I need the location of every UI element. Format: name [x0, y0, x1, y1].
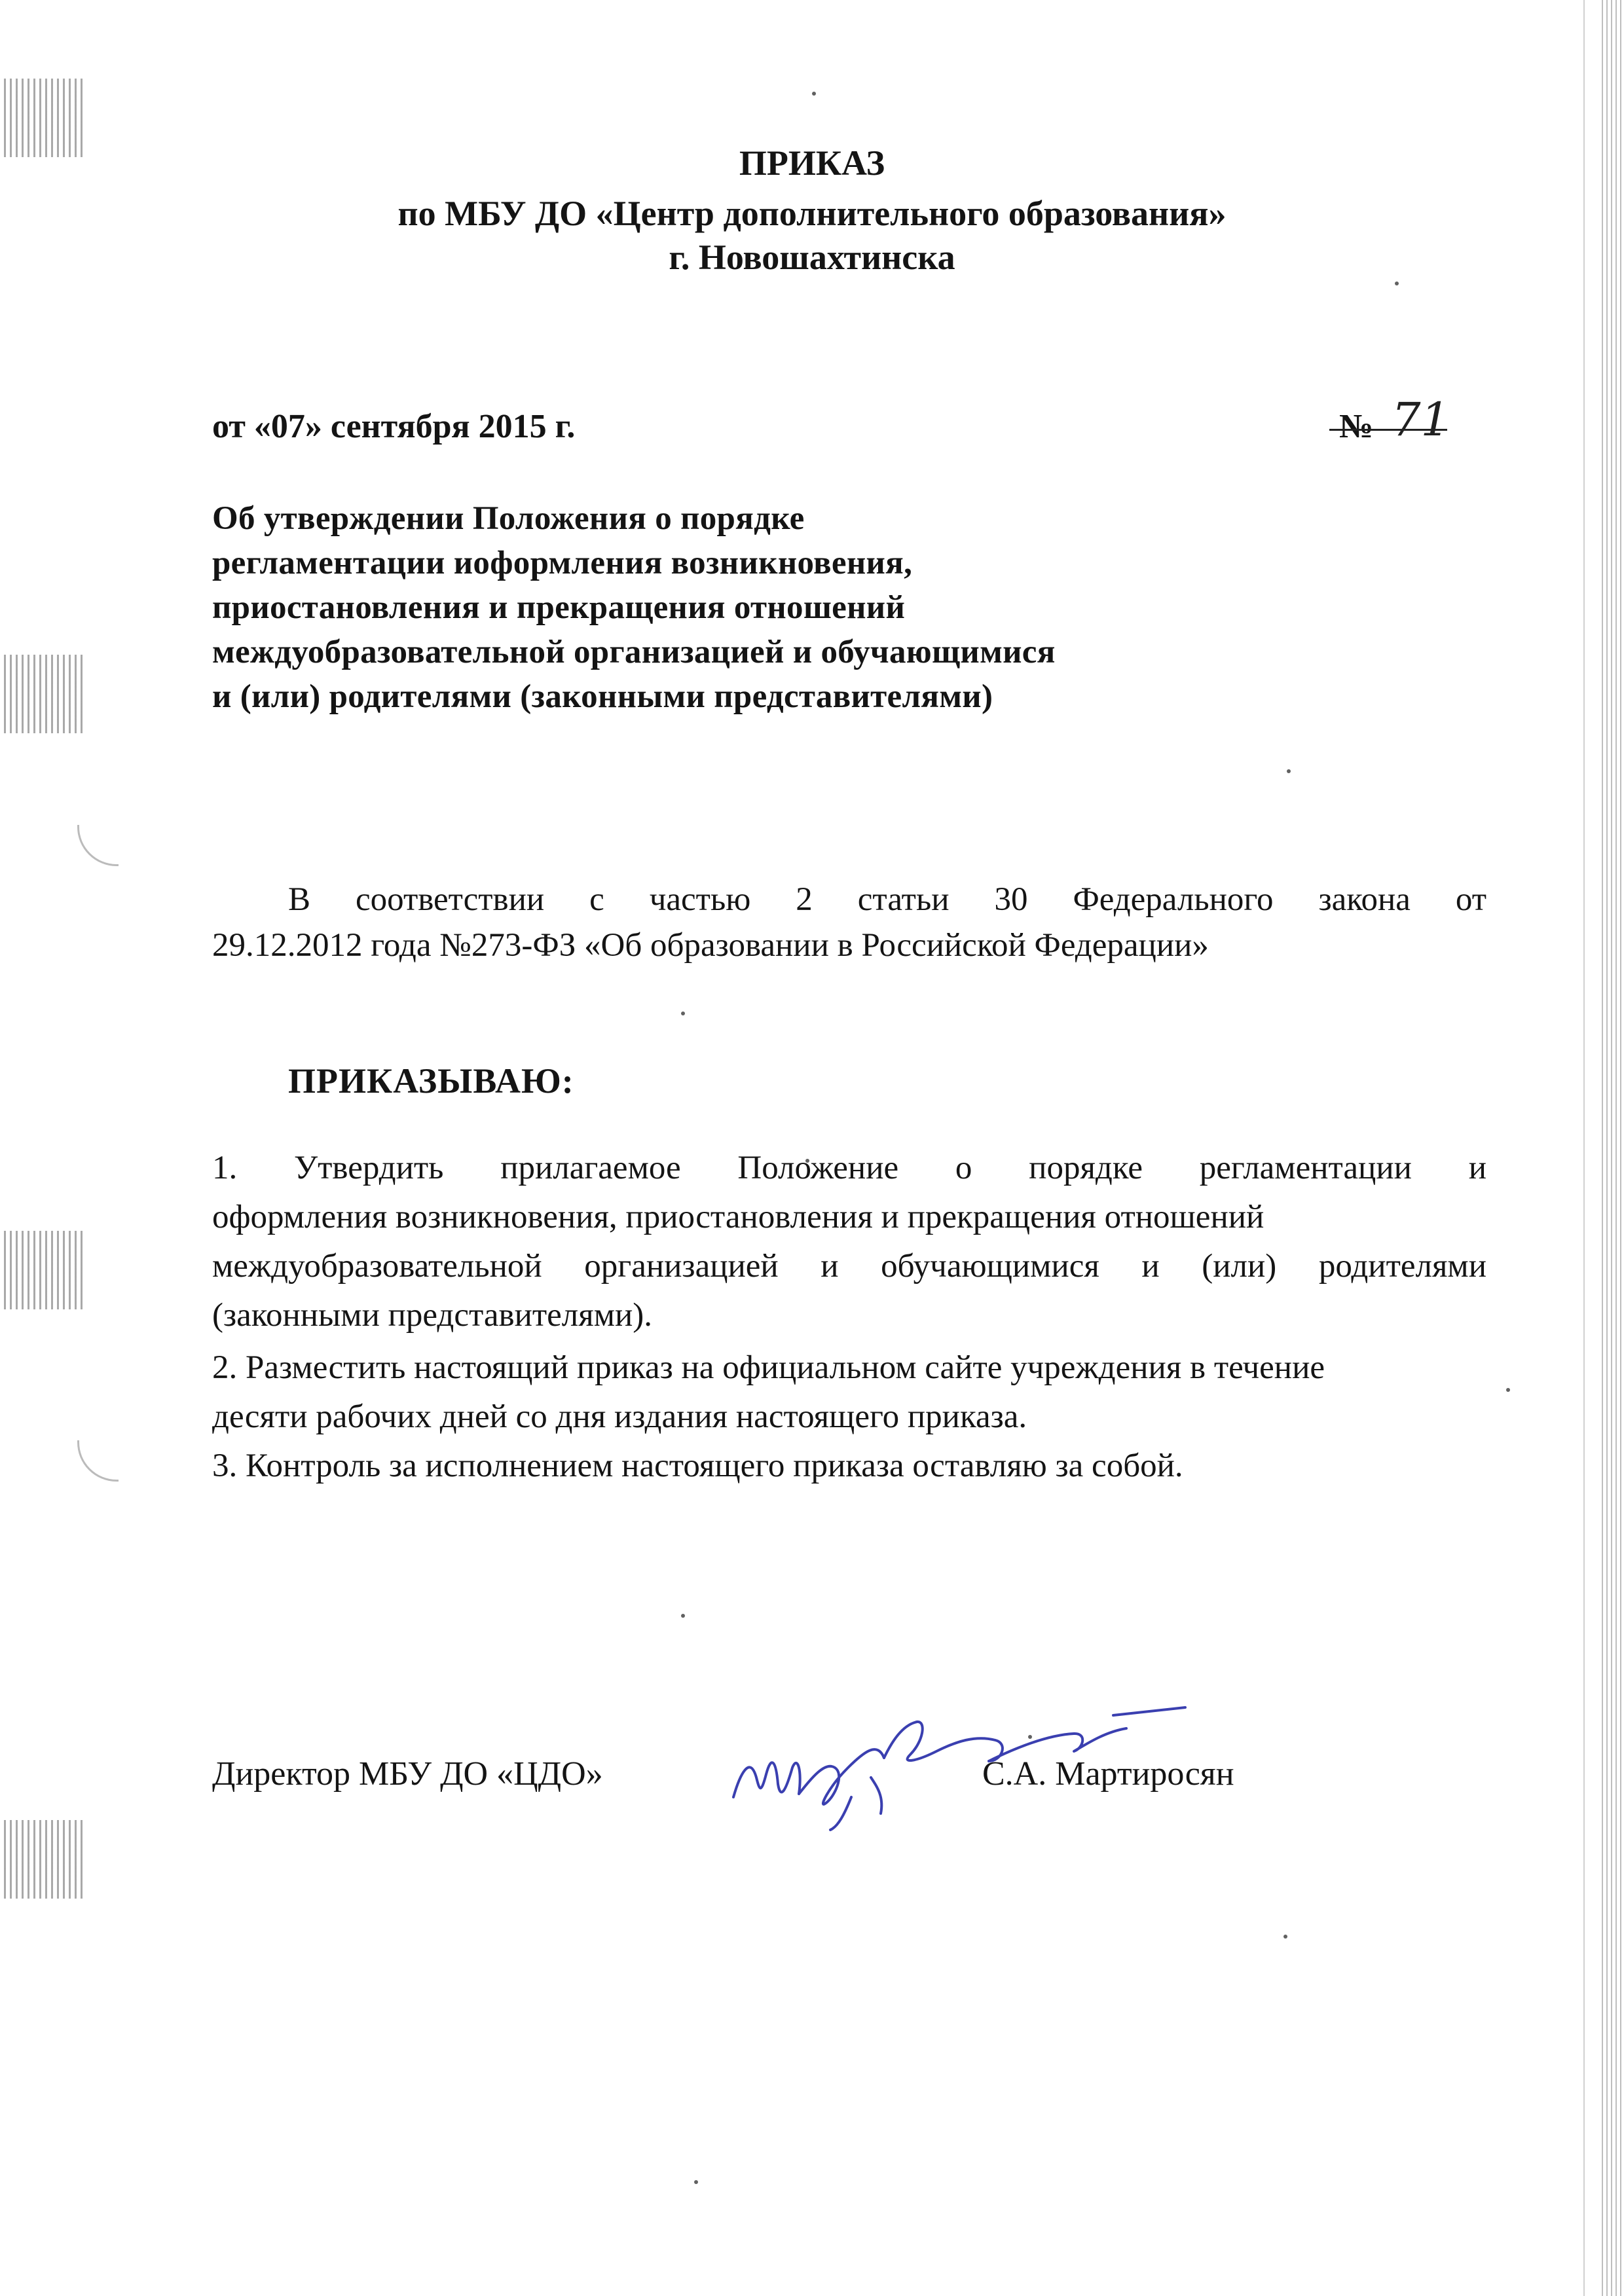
- order-word: ПРИКАЗЫВАЮ:: [288, 1061, 574, 1101]
- item-1-line-4: (законными представителями).: [212, 1297, 653, 1334]
- order-date: от «07» сентября 2015 г.: [212, 408, 576, 445]
- punch-hole-shadow: [77, 825, 119, 866]
- binder-mark: [4, 1820, 83, 1899]
- scan-speck: [1395, 282, 1399, 285]
- punch-hole-shadow: [77, 1440, 119, 1482]
- item-1-line-2: оформления возникновения, приостановления и прекращения отношений: [212, 1199, 1264, 1235]
- city-line: г. Новошахтинска: [669, 238, 955, 277]
- preamble-line-2: 29.12.2012 года №273-ФЗ «Об образовании в Российской Федерации»: [212, 927, 1209, 964]
- scan-speck: [681, 1011, 685, 1015]
- order-number-handwritten: 71: [1392, 393, 1450, 446]
- order-subject: [212, 496, 1056, 719]
- binder-mark: [4, 655, 83, 733]
- scan-speck: [681, 1614, 685, 1618]
- item-1-line-3: междуобразовательной организацией и обучающимися и (или) родителями: [212, 1248, 1486, 1285]
- binder-mark: [4, 1231, 83, 1309]
- item-3-line-1: 3. Контроль за исполнением настоящего приказа оставляю за собой.: [212, 1448, 1183, 1484]
- organization-line: по МБУ ДО «Центр дополнительного образования»: [397, 194, 1227, 233]
- scan-speck: [694, 2180, 698, 2184]
- handwritten-signature: [720, 1663, 1218, 1833]
- item-1-line-1: 1. Утвердить прилагаемое Положение о порядке регламентации и: [212, 1150, 1486, 1186]
- scan-edge-artifact: [1602, 0, 1624, 2296]
- order-number-underline: [1329, 429, 1447, 431]
- subject-line: регламентации иоформления возникновения,: [212, 545, 913, 581]
- subject-line: приостановления и прекращения отношений: [212, 589, 906, 626]
- item-2-line-2: десяти рабочих дней со дня издания настоящего приказа.: [212, 1398, 1027, 1435]
- scan-speck: [1506, 1388, 1510, 1392]
- scan-speck: [1283, 1935, 1287, 1939]
- order-number-prefix: №: [1339, 408, 1374, 445]
- subject-line: и (или) родителями (законными представителями): [212, 678, 993, 715]
- scan-speck: [1287, 769, 1291, 773]
- scan-speck: [812, 92, 816, 96]
- preamble-line-1: В соответствии с частью 2 статьи 30 Федерального закона от: [288, 881, 1486, 918]
- signatory-position: Директор МБУ ДО «ЦДО»: [212, 1755, 603, 1793]
- subject-line: междуобразовательной организацией и обучающимися: [212, 634, 1056, 670]
- scan-edge-line: [1583, 0, 1585, 2296]
- document-title: ПРИКАЗ: [739, 143, 885, 183]
- item-2-line-1: 2. Разместить настоящий приказ на официальном сайте учреждения в течение: [212, 1349, 1325, 1386]
- signatory-name: С.А. Мартиросян: [982, 1755, 1234, 1793]
- subject-line: Об утверждении Положения о порядке: [212, 500, 805, 537]
